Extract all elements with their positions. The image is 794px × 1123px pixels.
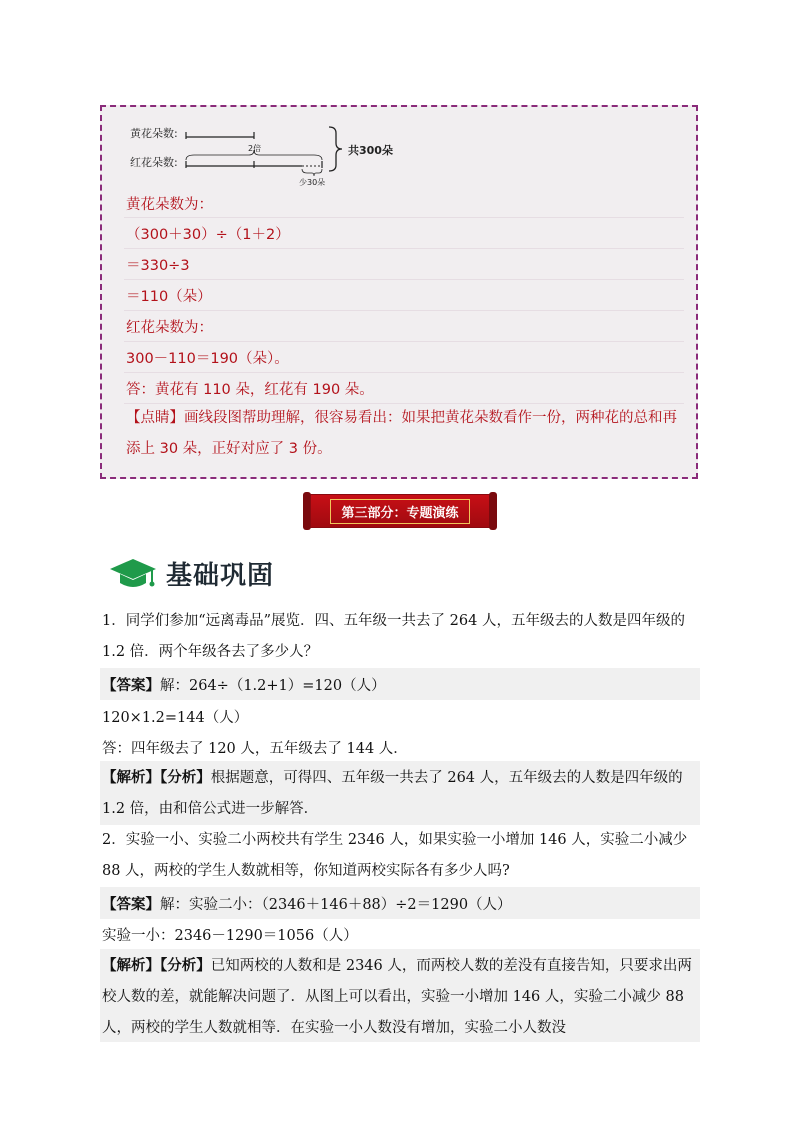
answer-tag: 【答案】 (102, 896, 160, 913)
analysis-tag: 【解析】【分析】 (102, 769, 211, 786)
key-point-note (126, 403, 682, 465)
solution-line: ＝330÷3 (126, 258, 190, 274)
divider (124, 372, 684, 373)
answer-text: 解：实验二小：（2346＋146＋88）÷2＝1290（人） (160, 897, 512, 913)
q2-answer-line-1 (102, 893, 698, 914)
q1-analysis (102, 762, 698, 825)
banner-label: 第三部分：专题演练 (330, 499, 469, 524)
solution-line: 红花朵数为： (126, 320, 213, 336)
q2-answer-line-2: 实验一小：2346－1290＝1056（人） (102, 928, 358, 944)
solution-box (100, 105, 698, 479)
section-title: 基础巩固 (166, 560, 275, 591)
divider (124, 248, 684, 249)
total-label: 共300朵 (348, 144, 393, 157)
key-point-text: 画线段图帮助理解，很容易看出：如果把黄花朵数看作一份，两种花的总和再添上 30 朵，正好对应了 3 份。 (126, 410, 677, 457)
graduation-cap-icon (108, 555, 158, 591)
solution-line: 答：黄花有 110 朵，红花有 190 朵。 (126, 382, 374, 398)
divider (124, 310, 684, 311)
solution-line: ＝110（朵） (126, 289, 212, 305)
line-segment-diagram (124, 119, 424, 189)
q2-analysis (102, 950, 698, 1044)
section-heading (108, 552, 274, 594)
analysis-text: 根据题意，可得四、五年级一共去了 264 人，五年级去的人数是四年级的 1.2 倍，由和倍公式进一步解答． (102, 770, 683, 817)
divider (124, 341, 684, 342)
less-label: 少30朵 (299, 178, 326, 187)
key-point-tag: 【点睛】 (126, 410, 184, 426)
q1-answer-line-2: 120×1.2=144（人） (102, 710, 249, 726)
answer-tag: 【答案】 (102, 677, 160, 694)
solution-line: 黄花朵数为： (126, 197, 213, 213)
divider (124, 217, 684, 218)
answer-text: 解：264÷（1.2+1）=120（人） (160, 678, 386, 694)
q1-answer-line-3: 答：四年级去了 120 人，五年级去了 144 人． (102, 741, 408, 757)
banner-right-roll (489, 492, 497, 530)
solution-line: 300－110＝190（朵）。 (126, 351, 289, 367)
question-2: 2．实验一小、实验二小两校共有学生 2346 人，如果实验一小增加 146 人，实验二小减少 88 人，两校的学生人数就相等，你知道两校实际各有多少人吗? (102, 832, 688, 879)
yellow-flower-label: 黄花朵数: (130, 127, 178, 140)
red-flower-label: 红花朵数: (130, 156, 178, 169)
q1-answer-line-1 (102, 674, 698, 695)
analysis-text: 已知两校的人数和是 2346 人，而两校人数的差没有直接告知，只要求出两校人数的差，就能解决问题了．从图上可以看出，实验一小增加 146 人，实验二小减少 88 人，两校的学生人数就相等．在实验一小人数没有增加，实验二小人数没 (102, 958, 692, 1036)
times-label: 2倍 (248, 144, 262, 153)
question-1: 1．同学们参加“远离毒品”展览．四、五年级一共去了 264 人，五年级去的人数是四年级的 1.2 倍．两个年级各去了多少人？ (102, 613, 685, 660)
section-banner (303, 494, 497, 528)
solution-line: （300＋30）÷（1＋2） (126, 227, 290, 243)
banner-body (310, 494, 490, 528)
analysis-tag: 【解析】【分析】 (102, 957, 211, 974)
divider (124, 279, 684, 280)
